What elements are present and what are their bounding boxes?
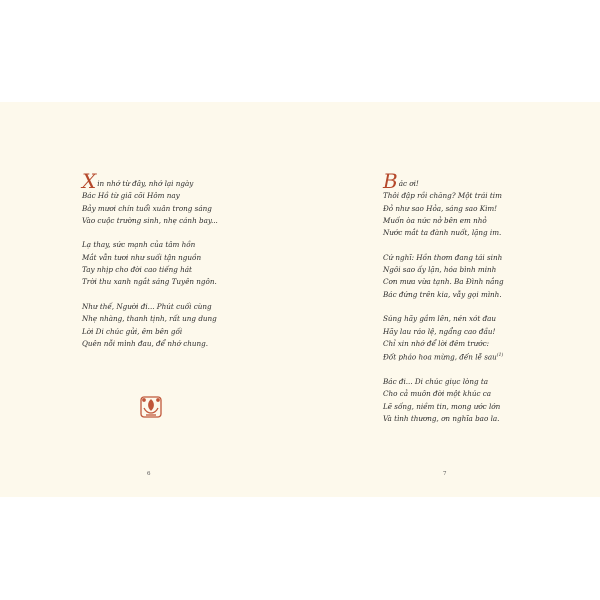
poem-line: [383, 350, 504, 364]
poem-line: Như thế, Người đi... Phút cuối cùng: [82, 301, 212, 311]
footnote-mark: (1): [496, 353, 504, 359]
poem-line: Lạ thay, sức mạnh của tâm hồn: [82, 240, 196, 250]
poem-line: Cơn mưa vừa tạnh. Ba Đình nắng: [383, 277, 504, 287]
stanza: [82, 301, 218, 350]
poem-line: Muốn òa nức nở bên em nhỏ: [383, 215, 487, 225]
left-poem: [82, 169, 218, 362]
poem-line: Và tình thương, ơn nghĩa bao la.: [383, 414, 500, 424]
page-number: 7: [443, 471, 447, 477]
poem-line: [82, 169, 218, 193]
stanza: [383, 169, 504, 239]
poem-line: Bác đứng trên kia, vẫy gọi mình.: [383, 289, 502, 299]
poem-line: Thôi đập rồi chăng? Một trái tim: [383, 191, 502, 201]
poem-line: [383, 169, 504, 193]
poem-line: Nhẹ nhàng, thanh tịnh, rất ung dung: [82, 314, 217, 324]
stanza: [383, 376, 504, 425]
lotus-ornament-icon: [138, 394, 164, 420]
stanza: [383, 252, 504, 301]
stanza: [82, 169, 218, 227]
poem-line: Trời thu xanh ngắt sáng Tuyên ngôn.: [82, 277, 217, 287]
first-line-text: ác ơi!: [398, 179, 419, 188]
poem-line: Nước mắt ta đành nuốt, lặng im.: [383, 228, 502, 238]
poem-line: Cứ nghĩ: Hồn thơm đang tái sinh: [383, 252, 503, 262]
poem-line: Bác đi... Di chúc giục lòng ta: [383, 377, 489, 387]
book-spread: [0, 102, 600, 497]
left-page: [0, 102, 300, 497]
poem-line: Vào cuộc trường sinh, nhẹ cánh bay...: [82, 215, 218, 225]
poem-line: Bảy mươi chín tuổi xuân trong sáng: [82, 203, 212, 213]
drop-cap: B: [383, 169, 398, 193]
poem-line: Cho cả muôn đời một khúc ca: [383, 389, 492, 399]
poem-line: Quên nỗi mình đau, để nhớ chung.: [82, 338, 209, 348]
stanza: [82, 239, 218, 288]
poem-line: Đỏ như sao Hỏa, sáng sao Kim!: [383, 203, 498, 213]
right-poem: [383, 169, 504, 438]
poem-line: Súng hãy gầm lên, nén xót đau: [383, 314, 497, 324]
drop-cap: X: [82, 169, 97, 193]
poem-line: Lời Di chúc gửi, êm bên gối: [82, 326, 183, 336]
stanza: [383, 313, 504, 364]
poem-line: Chỉ xin nhớ để lời đêm trước:: [383, 338, 490, 348]
poem-line: Lẽ sống, niềm tin, mong ước lớn: [383, 401, 501, 411]
right-page: [300, 102, 600, 497]
poem-line: Mắt vẫn tươi như suối tận nguồn: [82, 252, 202, 262]
first-line-text: in nhớ từ đây, nhớ lại ngày: [97, 179, 194, 188]
poem-line: Bác Hồ từ giã cõi Hôm nay: [82, 191, 180, 201]
poem-line: Tay nhịp cho đời cao tiếng hát: [82, 265, 192, 275]
poem-line: Ngôi sao ấy lặn, hóa bình minh: [383, 265, 497, 275]
poem-line-text: Đốt pháo hoa mừng, đến lễ sau: [383, 352, 497, 362]
poem-line: Hãy lau ráo lệ, ngẩng cao đầu!: [383, 326, 496, 336]
page-number: 6: [147, 471, 151, 477]
